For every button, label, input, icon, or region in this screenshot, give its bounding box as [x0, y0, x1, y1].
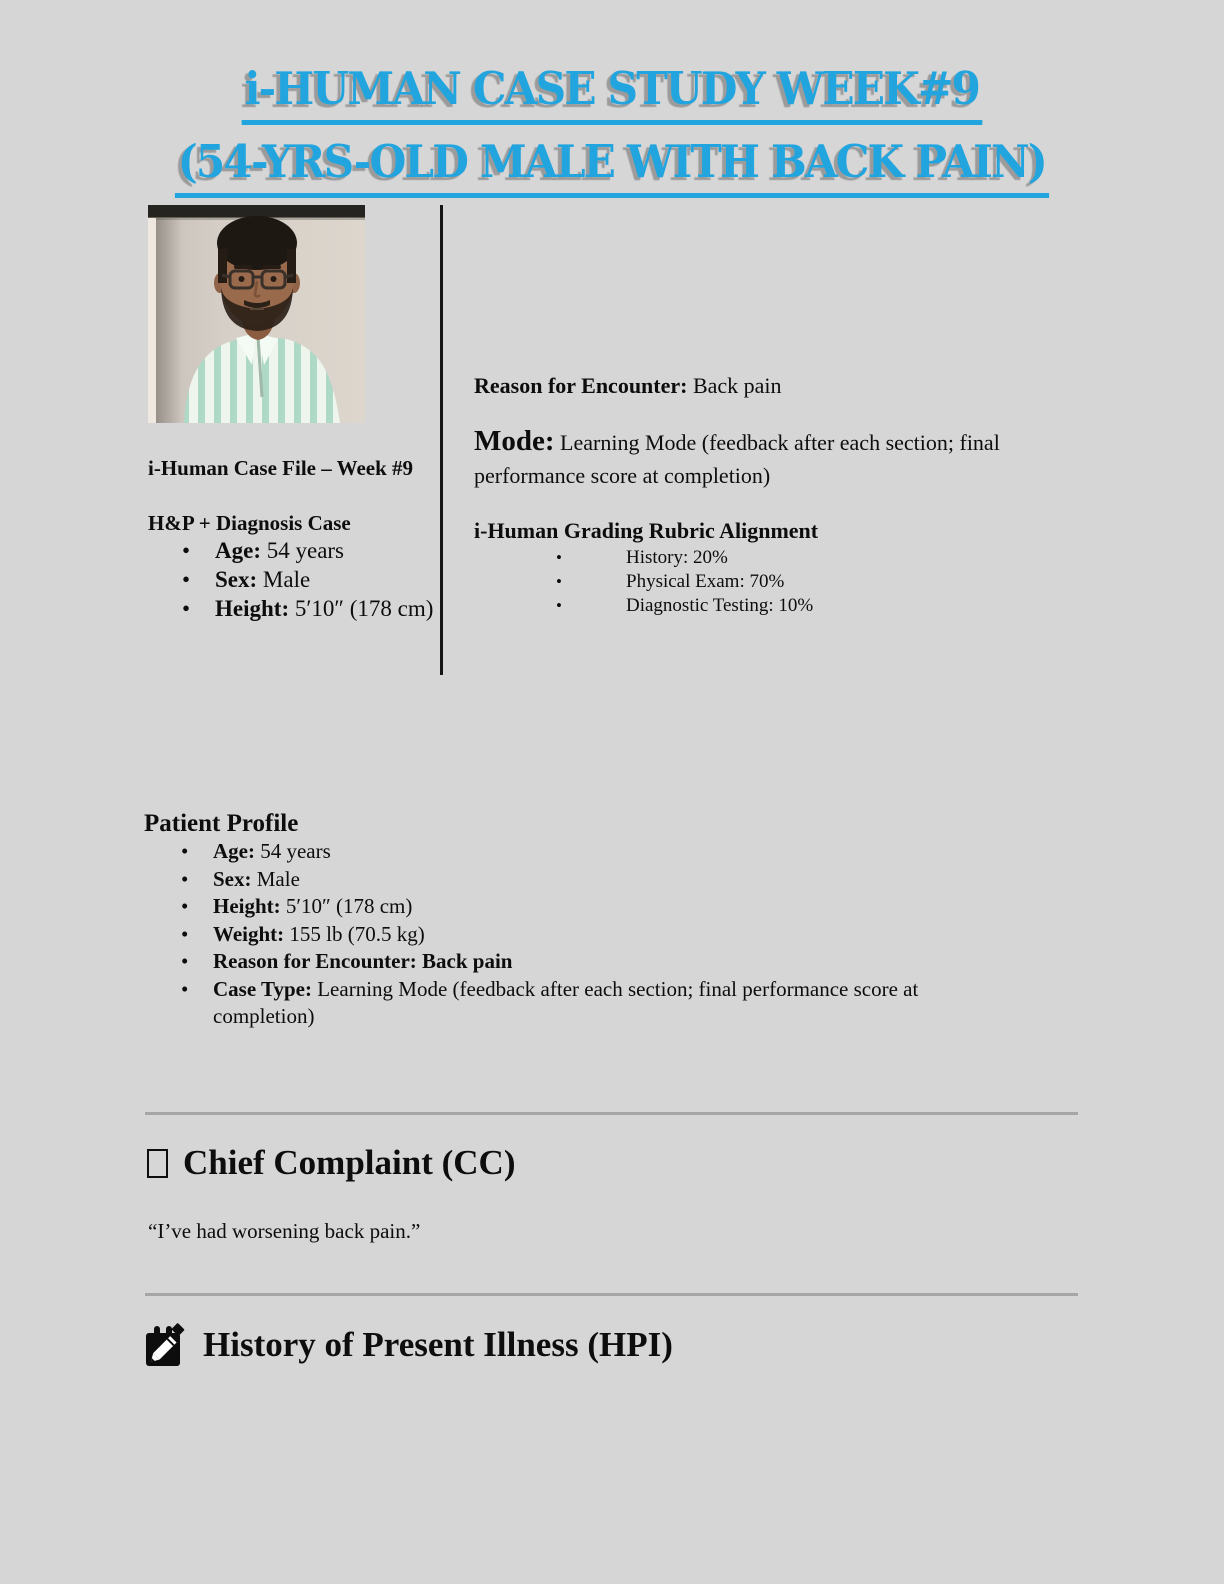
hpi-heading: History of Present Illness (HPI): [203, 1325, 673, 1364]
bullet-label: Age:: [215, 538, 261, 563]
section-divider: [145, 1293, 1078, 1296]
case-type-label: H&P + Diagnosis Case: [148, 511, 351, 535]
list-item: [474, 546, 1082, 570]
bullet-label: Height:: [215, 596, 290, 621]
bullet-label: Sex:: [213, 866, 252, 891]
list-item: [474, 570, 1082, 594]
list-item: [144, 838, 1022, 866]
mode-line: [474, 425, 1052, 492]
case-header-table: [148, 205, 1082, 675]
encounter-column: [443, 205, 1082, 675]
bullet-value: 5′10″ (178 cm): [294, 596, 434, 621]
patient-profile-heading: Patient Profile: [144, 810, 299, 837]
bullet-label: Case Type:: [213, 976, 312, 1001]
document-title: [0, 58, 1224, 204]
list-item: [148, 565, 436, 594]
case-card-bullet-list: [148, 536, 436, 623]
title-line-2: (54-YRS-OLD MALE WITH BACK PAIN): [175, 131, 1049, 198]
bullet-label: Weight:: [213, 921, 285, 946]
rubric-title: i-Human Grading Rubric Alignment: [474, 518, 819, 543]
mode-value: Learning Mode (feedback after each section; final performance score at completion): [474, 430, 1000, 488]
reason-value: Back pain: [692, 373, 782, 398]
case-card-column: [148, 205, 440, 675]
bullet-label: Age:: [213, 839, 255, 863]
list-item: [144, 893, 1022, 921]
bullet-value: 54 years: [260, 839, 331, 863]
rubric-list: [474, 546, 1082, 618]
chief-complaint-section: [147, 1141, 515, 1244]
patient-profile-list: [144, 838, 1022, 1031]
bullet-label: Sex:: [215, 567, 258, 592]
bullet-label: Height:: [213, 894, 281, 918]
title-line-1: i-HUMAN CASE STUDY WEEK#9: [242, 58, 982, 125]
rubric-item: History: 20%: [626, 547, 728, 568]
bullet-value: 155 lb (70.5 kg): [289, 921, 425, 946]
case-file-label: i-Human Case File – Week #9: [148, 456, 414, 480]
list-item: [144, 866, 1022, 894]
bullet-value: Male: [256, 866, 300, 891]
chief-complaint-heading: Chief Complaint (CC): [183, 1143, 516, 1182]
reason-for-encounter: [474, 372, 1082, 400]
rubric-item: Physical Exam: 70%: [626, 571, 785, 592]
rubric-item: Diagnostic Testing: 10%: [626, 595, 814, 616]
patient-profile-section: [144, 810, 1022, 1031]
list-item: [148, 536, 436, 565]
hpi-section: [146, 1322, 673, 1368]
list-item: [148, 594, 436, 623]
missing-glyph-box-icon: [147, 1149, 168, 1178]
section-divider: [145, 1112, 1078, 1115]
bullet-value: 5′10″ (178 cm): [285, 894, 413, 918]
bullet-value: Male: [262, 567, 311, 592]
bullet-value: Learning Mode (feedback after each section; final performance score at completion): [213, 976, 919, 1028]
list-item: [474, 594, 1082, 618]
list-item: [144, 948, 1022, 976]
list-item: [144, 976, 1022, 1031]
bullet-value: 54 years: [266, 538, 345, 563]
reason-label: Reason for Encounter:: [474, 373, 688, 398]
list-item: [144, 921, 1022, 949]
patient-photo: [148, 205, 365, 423]
mode-label: Mode:: [474, 425, 555, 457]
memo-pencil-icon: [146, 1322, 188, 1368]
bullet-label: Reason for Encounter: Back pain: [213, 949, 513, 973]
chief-complaint-quote: “I’ve had worsening back pain.”: [148, 1219, 421, 1243]
